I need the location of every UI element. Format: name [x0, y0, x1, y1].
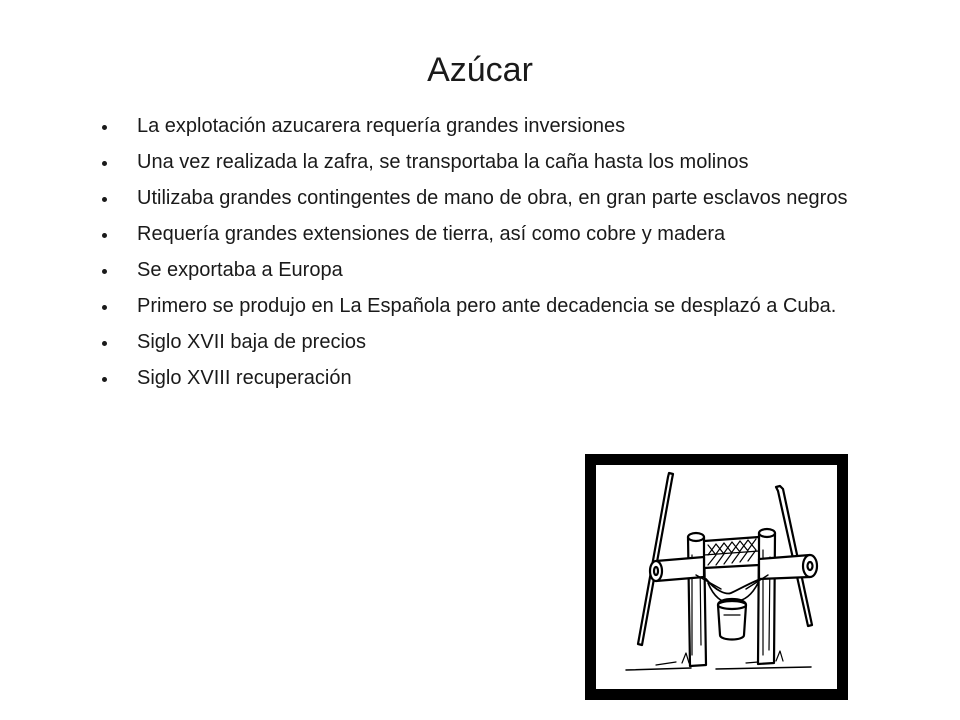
bullet-item: [102, 220, 902, 249]
bullet-text: Siglo XVIII recuperación: [137, 367, 352, 389]
slide-title: Azúcar: [427, 51, 533, 89]
bullet-item: [102, 256, 902, 285]
bullet-dot-icon: [102, 197, 107, 202]
bullet-dot-icon: [102, 233, 107, 238]
bullet-item: [102, 364, 902, 393]
bullet-item: [102, 328, 902, 357]
bullet-item: [102, 292, 902, 321]
bullet-item: [102, 148, 902, 177]
bullet-text: Siglo XVII baja de precios: [137, 331, 367, 353]
bullet-dot-icon: [102, 269, 107, 274]
sugar-mill-illustration: [585, 454, 848, 700]
bullet-dot-icon: [102, 377, 107, 382]
sugar-mill-drawing: [596, 465, 837, 689]
bullet-text: Utilizaba grandes contingentes de mano de obra, en gran parte esclavos negros: [137, 187, 848, 209]
bullet-text: Requería grandes extensiones de tierra, así como cobre y madera: [137, 223, 726, 245]
bullet-dot-icon: [102, 161, 107, 166]
bullet-dot-icon: [102, 125, 107, 130]
bullet-dot-icon: [102, 341, 107, 346]
bullet-text: Una vez realizada la zafra, se transportaba la caña hasta los molinos: [137, 151, 749, 173]
bullet-item: [102, 184, 902, 213]
bullet-dot-icon: [102, 305, 107, 310]
bullet-text: Primero se produjo en La Española pero ante decadencia se desplazó a Cuba.: [137, 295, 837, 317]
bullet-list: [102, 112, 902, 400]
bullet-item: [102, 112, 902, 141]
bullet-text: Se exportaba a Europa: [137, 259, 343, 281]
bullet-text: La explotación azucarera requería grandes inversiones: [137, 115, 626, 137]
